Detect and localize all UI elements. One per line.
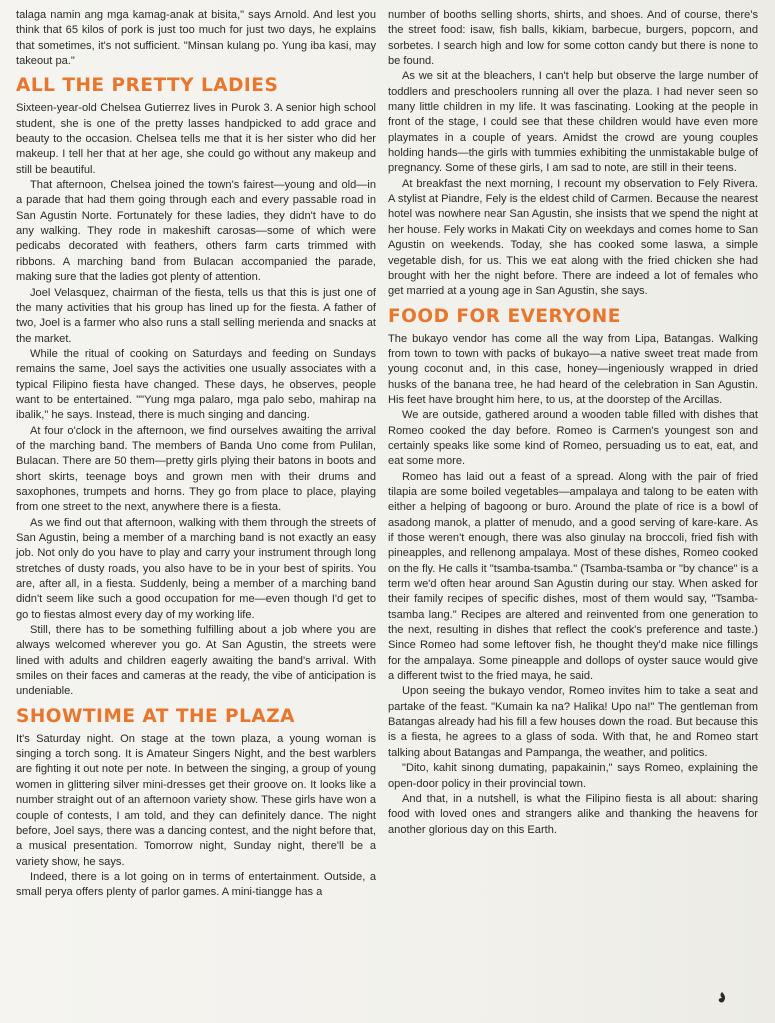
section-heading-food: FOOD FOR EVERYONE <box>388 305 621 327</box>
paragraph: Upon seeing the bukayo vendor, Romeo invites him to take a seat and partake of the feast. "Kumain ka na? Halika! Upo na!" The gentleman from Batangas already had his fill a few houses down the road. But because this is a fiesta, he agrees to a glass of soda. With that, he and Romeo start talking about Batangas and Pampanga, the weather, and politics. <box>388 685 758 759</box>
paragraph: We are outside, gathered around a wooden table filled with dishes that Romeo cooked the day before. Romeo is Carmen's youngest son and certainly speaks like some kind of Romeo, persuading us to eat, eat, and eat some more. <box>388 409 758 468</box>
paragraph: Joel Velasquez, chairman of the fiesta, tells us that this is just one of the many activities that his group has lined up for the fiesta. A father of two, Joel is a farmer who also runs a stall selling merienda and snacks at the market. <box>16 286 376 345</box>
end-mark-icon <box>717 992 727 1004</box>
paragraph: "Dito, kahit sinong dumating, papakainin," says Romeo, explaining the open-door policy in their provincial town. <box>388 762 758 790</box>
paragraph: Indeed, there is a lot going on in terms of entertainment. Outside, a small perya offers plenty of parlor games. A mini-tiangge has a <box>16 870 376 899</box>
paragraph: As we sit at the bleachers, I can't help but observe the large number of toddlers and preschoolers running all over the plaza. I had never seen so many little children in my life. It was fascinating. Looking at the people in front of the stage, I could see that these children would have even more playmates in a couple of years. Amidst the crowd are young couples holding hands—the girls with tummies exhibiting the unmistakable bulge of pregnancy. Some of these girls, I am sad to note, are still in their teens. <box>388 70 758 175</box>
paragraph: talaga namin ang mga kamag-anak at bisita," says Arnold. And lest you think that 65 kilos of pork is just too much for just two days, he explains that sometimes, it's not sufficient. "Minsan kulang po. Yung iba kasi, may takeout pa." <box>16 9 376 68</box>
paragraph: Still, there has to be something fulfilling about a job where you are always welcomed wherever you go. At San Agustin, the streets were lined with adults and children eagerly awaiting the band's arrival. With smiles on their faces and cameras at the ready, the vibe of anticipation is undeniable. <box>16 624 376 698</box>
paragraph: At four o'clock in the afternoon, we find ourselves awaiting the arrival of the marching band. The members of Banda Uno come from Pulilan, Bulacan. There are 50 them—pretty girls plying their batons in boots and short skirts, teenage boys and grown men with their drums and saxophones, trumpets and horns. They go from place to place, playing from one street to the next, anywhere there is a fiesta. <box>16 424 376 514</box>
right-column <box>388 8 758 838</box>
paragraph: While the ritual of cooking on Saturdays and feeding on Sundays remains the same, Joel says the activities one usually associates with a typical Filipino fiesta have changed. These days, he observes, people want to be entertained. ""Yung mga palaro, mga palo sebo, mahirap na ibalik," he says. Instead, there is much singing and dancing. <box>16 347 376 422</box>
paragraph: At breakfast the next morning, I recount my observation to Fely Rivera. A stylist at Piandre, Fely is the eldest child of Carmen. Because the nearest hotel was nowhere near San Agustin, she insists that we spend the night at her house. Fely works in Makati City on weekdays and comes home to San Agustin on weekends. Today, she has cooked some laswa, a simple vegetable dish, for us. This we eat along with the fried chicken she had brought with her the night before. There are indeed a lot of females who get married at a young age in San Agustin, she says. <box>388 177 758 298</box>
paragraph: Sixteen-year-old Chelsea Gutierrez lives in Purok 3. A senior high school student, she is one of the pretty lasses handpicked to add grace and beauty to the occasion. Chelsea tells me that it is her sister who did her makeup. I tell her that at her age, she could go without any makeup and still be beautiful. <box>16 102 376 176</box>
paragraph: The bukayo vendor has come all the way from Lipa, Batangas. Walking from town to town with packs of bukayo—a native sweet treat made from young coconut and, in this case, honey—ingeniously wrapped in dried husks of the banana tree, he had heard of the celebration in San Agustin. His feet have brought him here, to us, at the doorstep of the Arcillas. <box>388 332 758 406</box>
paragraph: Romeo has laid out a feast of a spread. Along with the pair of fried tilapia are some boiled vegetables—ampalaya and talong to be eaten with either a helping of bagoong or buro. Around the plate of rice is a bowl of asadong manok, a platter of menudo, and a good serving of kare-kare. As if those weren't enough, there was also ginulay na broccoli, fried fish with pineapples, and rellenong ampalaya. Most of these dishes, Romeo cooked on the fly. He calls it "tsamba-tsamba." (Tsamba-tsamba or "by chance" is a term we'd often hear around San Agustin during our stay. When asked for their family recipes of specific dishes, most of them would say, "Tsamba-tsamba lang." Recipes are altered and reinvented from one generation to the next, resulting in dishes that reflect the cook's preference and taste.) Since Romeo had some leftover fish, he thought they'd make nice fillings for the ampalaya. Some pineapple and dollops of oyster sauce would give a different twist to the fried maya, he said. <box>388 470 758 683</box>
paragraph: number of booths selling shorts, shirts, and shoes. And of course, there's the street food: isaw, fish balls, kikiam, barbecue, burgers, popcorn, and sorbetes. I search high and low for some cotton candy but there is none to be found. <box>388 9 758 68</box>
left-column <box>16 8 376 901</box>
paragraph: That afternoon, Chelsea joined the town's fairest—young and old—in a parade that had them going through each and every passable road in San Agustin Norte. Fortunately for these ladies, they didn't have to do any walking. They rode in makeshift carosas—some of which were pedicabs decorated with feathers, others farm carts trimmed with ribbons. A marching band from Bulacan accompanied the parade, making sure that the ladies got plenty of attention. <box>16 179 376 284</box>
section-heading-pretty-ladies: ALL THE PRETTY LADIES <box>16 75 279 97</box>
paragraph: As we find out that afternoon, walking with them through the streets of San Agustin, being a member of a marching band is not exactly an easy job. Not only do you have to play and carry your instrument through long stretches of dusty roads, you also have to be in your best of spirits. You are, after all, in a fiesta. Suddenly, being a member of a marching band didn't seem like such a good occupation for me—even though I'd get to go to fiestas almost every day of my working life. <box>16 516 376 621</box>
paragraph: It's Saturday night. On stage at the town plaza, a young woman is singing a torch song. It is Amateur Singers Night, and the best warblers are fighting it out note per note. In between the singing, a group of young women in glittering silver mini-dresses get their groove on. It looks like a number straight out of an afternoon variety show. These girls have won a couple of contests, I am told, and they can definitely dance. The night before, Joel says, there was a dancing contest, and the night before that, a musical presentation. Tomorrow night, Sunday night, there'll be a variety show, he says. <box>16 732 376 868</box>
section-heading-showtime: SHOWTIME AT THE PLAZA <box>16 705 295 727</box>
paragraph: And that, in a nutshell, is what the Filipino fiesta is all about: sharing food with loved ones and strangers alike and thanking the heavens for another glorious day on this Earth. <box>388 792 758 836</box>
